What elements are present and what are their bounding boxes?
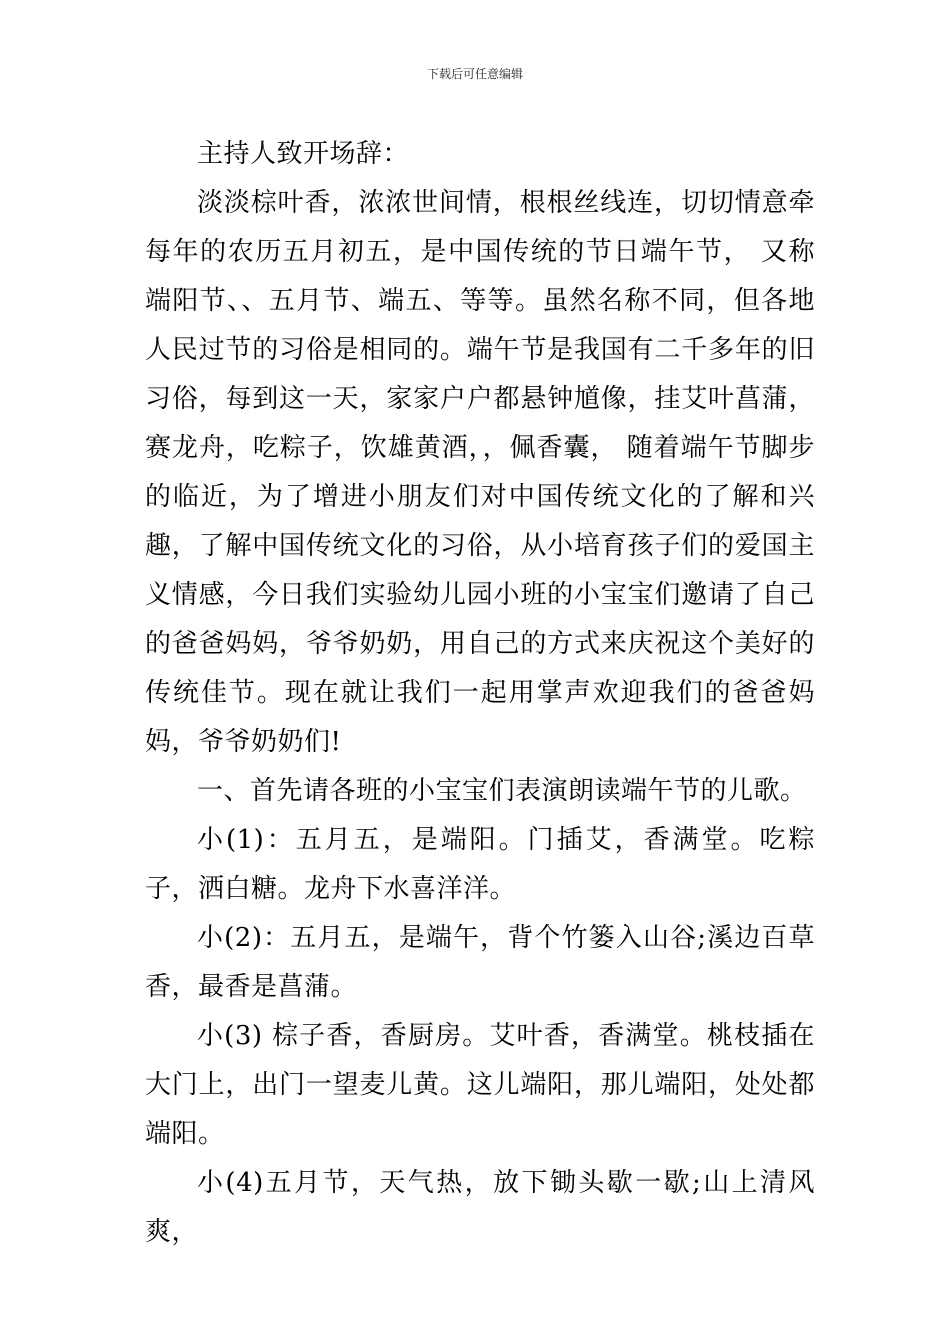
- page-header: 下载后可任意编辑: [426, 67, 523, 81]
- paragraph-opening-title: 主持人致开场辞：: [197, 139, 410, 169]
- paragraph-opening-speech: 淡淡棕叶香，浓浓世间情，根根丝线连，切切情意牵每年的农历五月初五，是中国传统的节日端午节， 又称端阳节、、五月节、端五、等等。虽然名称不同，但各地人民过节的习俗是相同的。端午节是我国有二千多年的旧习俗，每到这一天，家家户户都悬钟馗像，挂艾叶菖蒲，赛龙舟，吃粽子，饮雄黄酒，，佩香囊， 随着端午节脚步的临近，为了增进小朋友们对中国传统文化的了解和兴趣，了解中国传统文化的习俗，从小培育孩子们的爱国主义情感，今日我们实验幼儿园小班的小宝宝们邀请了自己的爸爸妈妈，爷爷奶奶，用自己的方式来庆祝这个美好的传统佳节。现在就让我们一起用掌声欢迎我们的爸爸妈妈，爷爷奶奶们!: [145, 188, 815, 757]
- paragraph-section-one: 一、首先请各班的小宝宝们表演朗读端午节的儿歌。: [197, 776, 807, 806]
- paragraph-class-3: 小(3) 棕子香，香厨房。艾叶香，香满堂。桃枝插在大门上，出门一望麦儿黄。这儿端阳，那儿端阳，处处都端阳。: [145, 1021, 815, 1149]
- paragraph-class-2: 小(2)：五月五，是端午，背个竹篓入山谷;溪边百草香，最香是菖蒲。: [145, 923, 815, 1002]
- paragraph-class-4: 小(4)五月节，天气热，放下锄头歇一歇;山上清风爽，: [145, 1168, 815, 1247]
- paragraph-class-1: 小(1)：五月五，是端阳。门插艾，香满堂。吃粽子，洒白糖。龙舟下水喜洋洋。: [145, 825, 815, 904]
- document-body: [145, 130, 815, 1257]
